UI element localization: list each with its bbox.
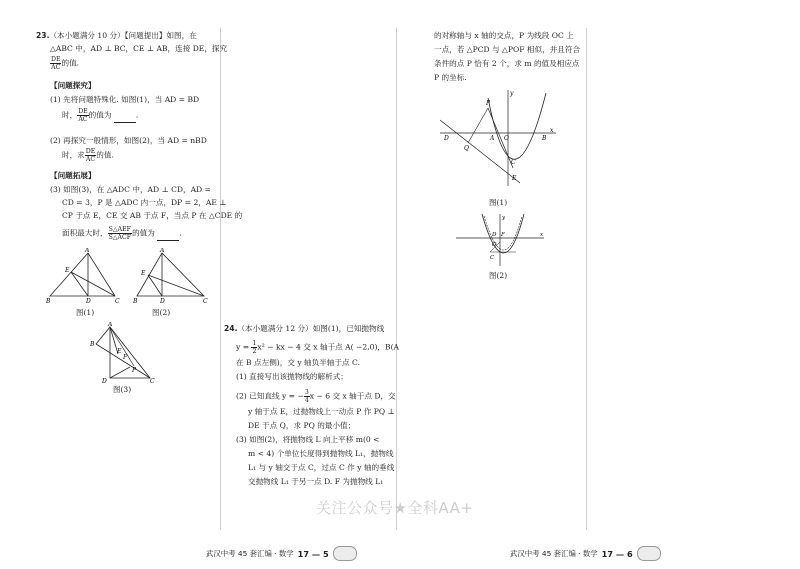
svg-text:A: A: [108, 322, 113, 328]
page-number: 17 — 6: [601, 548, 633, 559]
svg-text:y: y: [510, 90, 514, 97]
q23-figure-2-caption: 图(2): [152, 308, 171, 317]
extension-heading: 【问题拓展】: [50, 171, 96, 180]
svg-text:D: D: [492, 232, 497, 238]
svg-text:D: D: [102, 378, 107, 384]
q23-part3-line1: (3) 如图(3)，在 △ADC 中，AD ⊥ CD，AD =: [50, 185, 211, 194]
svg-text:F: F: [501, 232, 505, 238]
q24-figure-1: [438, 88, 560, 188]
q24-figure-2: [454, 212, 548, 268]
svg-text:A: A: [490, 135, 495, 142]
q23-intro-line2: △ABC 中，AD ⊥ BC，CE ⊥ AB，连接 DE，探究: [50, 44, 228, 53]
svg-text:B: B: [133, 298, 138, 304]
explore-heading: 【问题探究】: [50, 81, 96, 90]
q24-part3-line4: 交抛物线 L₁ 于另一点 D. F 为抛物线 L₁: [248, 477, 384, 486]
q24-line2: y = $\frac{1}{2}$ x² − kx − 4 交 x 轴于点 A( −2,0)，B(A: [236, 340, 400, 355]
svg-text:D: D: [160, 298, 165, 304]
q23-figure-2: [132, 248, 212, 304]
svg-text:E: E: [117, 348, 122, 355]
q24-part2-line2: y 轴于点 E，过抛物线上一动点 P 作 PQ ⊥: [248, 407, 395, 416]
svg-text:D: D: [86, 298, 91, 304]
svg-text:x: x: [540, 232, 544, 238]
q24-part2-line1: (2) 已知直线 y = − $\frac{3}{4}$ x − 6 交 x 轴于点 D，交: [236, 389, 396, 404]
svg-text:B: B: [46, 298, 51, 304]
q23-figure-1: [45, 248, 125, 304]
q23-part1-line2: 时， $\frac{DE}{AC}$ 的值为 .: [62, 108, 139, 123]
q24-cont-line3: 条件的点 P 恰有 2 个，求 m 的值及相应点: [434, 59, 580, 68]
column-divider: [220, 28, 221, 530]
watermark: 关注公众号★全科AA+: [316, 499, 474, 517]
publisher-logo-icon: [637, 546, 661, 561]
answer-blank[interactable]: [157, 232, 179, 241]
q24-cont-line4: P 的坐标.: [434, 73, 467, 82]
q23-part2-line1: (2) 再探究一般情形，如图(2)，当 AD = nBD: [50, 136, 207, 145]
svg-text:Q: Q: [464, 145, 469, 152]
svg-text:y: y: [502, 215, 506, 221]
de-ac-fraction: $\frac{DE}{AC}$: [51, 56, 61, 71]
q24-part1: (1) 直接写出该抛物线的解析式；: [236, 372, 348, 381]
answer-blank[interactable]: [114, 114, 136, 123]
svg-text:B: B: [90, 341, 95, 348]
svg-text:C: C: [511, 159, 516, 166]
svg-text:C: C: [150, 378, 155, 384]
svg-text:C: C: [115, 298, 120, 304]
q24-line1: 24.（本小题满分 12 分）如图(1)，已知抛物线: [224, 324, 385, 333]
column-divider: [586, 28, 587, 530]
q24-figure-2-caption: 图(2): [489, 271, 508, 280]
footer-title: 武汉中考 45 套汇编 · 数学: [206, 549, 294, 558]
svg-text:E: E: [512, 175, 517, 182]
q23-figure-1-caption: 图(1): [76, 308, 95, 317]
footer-right: [510, 546, 661, 561]
footer-left: [206, 546, 357, 561]
q24-part2-line3: DE 于点 Q，求 PQ 的最小值；: [248, 421, 356, 430]
q24-part3-line3: L₁ 与 y 轴交于点 C，过点 C 作 y 轴的垂线: [248, 463, 395, 472]
q24-line3: 在 B 点左侧)，交 y 轴负半轴于点 C.: [236, 358, 360, 367]
svg-text:F: F: [123, 354, 128, 361]
svg-text:O: O: [504, 135, 509, 142]
q23-figure-3: [88, 322, 158, 384]
q24-part3-line1: (3) 如图(2)，将抛物线 L 向上平移 m(0 <: [236, 435, 380, 444]
q24-figure-1-caption: 图(1): [489, 198, 508, 207]
svg-text:x: x: [550, 127, 554, 134]
svg-text:P: P: [132, 367, 137, 374]
q23-part3-line3: CP 于点 E，CE 交 AB 于点 F，当点 P 在 △CDE 的: [62, 211, 243, 220]
page-divider: [396, 28, 397, 530]
q24-cont-line2: 一点，若 △PCD 与 △POF 相似，并且符合: [434, 45, 581, 54]
q23-part3-line2: CD = 3，P 是 △ADC 内一点，DP = 2，AE ⊥: [62, 198, 227, 207]
publisher-logo-icon: [333, 546, 357, 561]
area-ratio-fraction: $\frac{\text{S△AEF}}{\text{S△ACF}}$: [108, 226, 132, 241]
svg-text:E: E: [141, 270, 146, 277]
q24-cont-line1: 的对称轴与 x 轴的交点，P 为线段 OC 上: [434, 31, 574, 40]
svg-text:O: O: [492, 242, 497, 248]
svg-text:B: B: [542, 135, 547, 142]
q24-part3-line2: m < 4) 个单位长度得到抛物线 L₁，抛物线: [248, 449, 394, 458]
svg-text:C: C: [203, 298, 208, 304]
q23-intro-line1: 23.（本小题满分 10 分）【问题提出】如图，在: [36, 31, 197, 40]
svg-text:C: C: [490, 255, 495, 261]
svg-text:A: A: [160, 248, 165, 254]
right-page: [400, 0, 800, 569]
svg-text:P: P: [486, 100, 491, 107]
page-number: 17 — 5: [297, 548, 329, 559]
q23-part1-line1: (1) 先将问题特殊化. 如图(1)，当 AD = BD: [50, 95, 200, 104]
svg-text:D: D: [444, 135, 449, 142]
q23-intro-line3: $\frac{DE}{AC}$ 的值.: [51, 56, 80, 71]
svg-text:E: E: [65, 267, 70, 274]
svg-text:A: A: [85, 248, 90, 254]
footer-title: 武汉中考 45 套汇编 · 数学: [510, 549, 598, 558]
q23-part2-line2: 时，求 $\frac{DE}{AC}$ 的值.: [62, 148, 114, 163]
q23-part3-line4: 面积最大时， $\frac{\text{S△AEF}}{\text{S△ACF}}$ 的值为 .: [62, 226, 182, 241]
q23-figure-3-caption: 图(3): [113, 385, 132, 394]
